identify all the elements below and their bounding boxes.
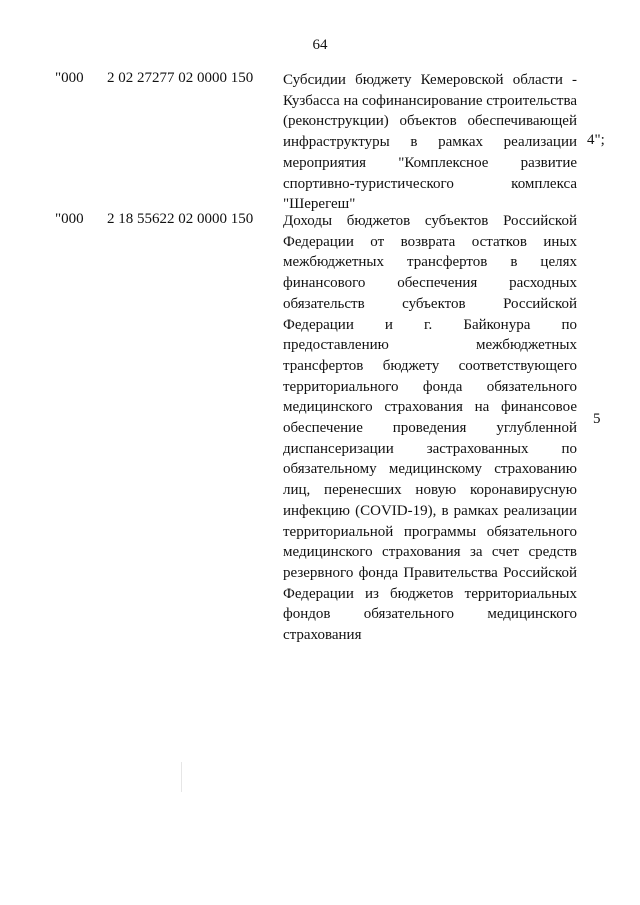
row-description: Субсидии бюджету Кемеровской области - Кузбасса на софинансирование строительства (реконструкции) объектов обеспечивающей инфраструктуры в рамках реализации мероприятия "Комплексное развитие спортивно-туристического комплекса "Шерегеш" bbox=[283, 72, 577, 213]
row-value: 5 bbox=[593, 411, 601, 427]
page-number: 64 bbox=[312, 37, 328, 53]
row-description: Доходы бюджетов субъектов Российской Федерации от возврата остатков иных межбюджетных трансфертов в целях финансового обеспечения расходных обязательств субъектов Российской Федерации и г. Байконура по предоставлению межбюджетных трансфертов бюджету соответствующего территориального фонда обязательного медицинского страхования на финансовое обеспечение проведения углубленной диспансеризации застрахованных по обязательному медицинскому страхованию лиц, перенесших новую коронавирусную инфекцию (COVID-19), в рамках реализации территориальной программы обязательного медицинского страхования за счет средств резервного фонда Правительства Российской Федерации из бюджетов территориальных фондов обязательного медицинского страхования bbox=[283, 213, 577, 644]
scan-artifact bbox=[181, 762, 182, 792]
row-value: 4"; bbox=[587, 132, 605, 148]
admin-code: "000 bbox=[55, 211, 84, 227]
admin-code: "000 bbox=[55, 70, 84, 86]
kbk-code: 2 18 55622 02 0000 150 bbox=[107, 211, 254, 227]
kbk-code: 2 02 27277 02 0000 150 bbox=[107, 70, 254, 86]
